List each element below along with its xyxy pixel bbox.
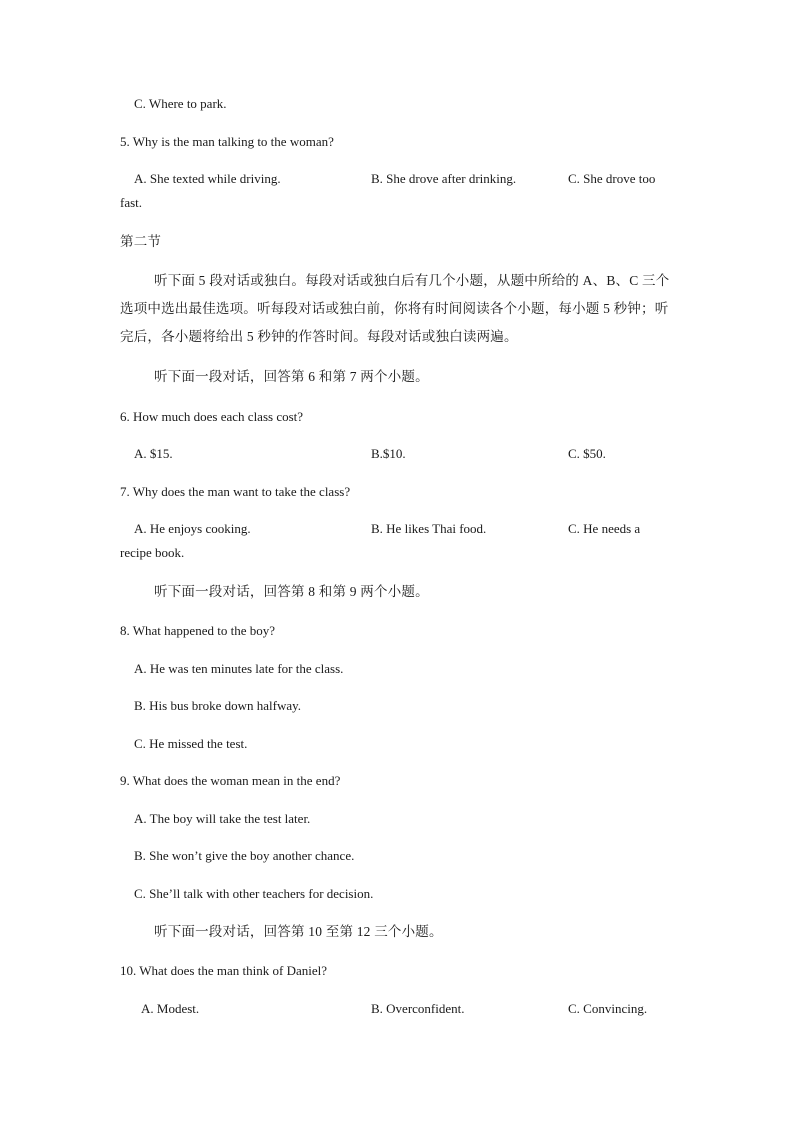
q9-option-c: C. She’ll talk with other teachers for decision. — [134, 886, 374, 901]
instructions-line-3: 完后，各小题将给出 5 秒钟的作答时间。每段对话或独白读两遍。 — [120, 329, 518, 344]
q9-option-b: B. She won’t give the boy another chance. — [134, 848, 355, 863]
q6-question: 6. How much does each class cost? — [120, 409, 304, 424]
dialogue-intro-10-12: 听下面一段对话，回答第 10 至第 12 三个小题。 — [154, 924, 443, 939]
section-heading: 第二节 — [120, 234, 162, 249]
q7-question: 7. Why does the man want to take the class? — [120, 484, 351, 499]
q5-question: 5. Why is the man talking to the woman? — [120, 134, 334, 149]
q6-option-c: C. $50. — [568, 446, 606, 461]
q10-question: 10. What does the man think of Daniel? — [120, 963, 327, 978]
q8-option-b: B. His bus broke down halfway. — [134, 698, 302, 713]
q9-question: 9. What does the woman mean in the end? — [120, 773, 341, 788]
q8-question: 8. What happened to the boy? — [120, 623, 275, 638]
q8-option-a: A. He was ten minutes late for the class. — [134, 661, 344, 676]
q8-option-c: C. He missed the test. — [134, 736, 248, 751]
q5-option-c: C. She drove too — [568, 171, 656, 186]
dialogue-intro-6-7: 听下面一段对话，回答第 6 和第 7 两个小题。 — [154, 369, 429, 384]
instructions-line-2: 选项中选出最佳选项。听每段对话或独白前，你将有时间阅读各个小题，每小题 5 秒钟；听 — [120, 301, 669, 316]
instructions-line-1: 听下面 5 段对话或独白。每段对话或独白后有几个小题，从题中所给的 A、B、C 三个 — [154, 273, 670, 288]
q5-option-b: B. She drove after drinking. — [371, 171, 517, 186]
q7-option-c: C. He needs a — [568, 521, 641, 536]
q6-option-a: A. $15. — [134, 446, 173, 461]
q10-option-c: C. Convincing. — [568, 1001, 648, 1016]
q7-option-a: A. He enjoys cooking. — [134, 521, 251, 536]
q6-option-b: B.$10. — [371, 446, 406, 461]
dialogue-intro-8-9: 听下面一段对话，回答第 8 和第 9 两个小题。 — [154, 584, 429, 599]
q7-option-c-continued: recipe book. — [120, 545, 185, 560]
q10-option-b: B. Overconfident. — [371, 1001, 465, 1016]
q4-option-c: C. Where to park. — [134, 96, 227, 111]
q5-option-c-continued: fast. — [120, 195, 143, 210]
q7-option-b: B. He likes Thai food. — [371, 521, 487, 536]
q5-option-a: A. She texted while driving. — [134, 171, 281, 186]
q10-option-a: A. Modest. — [141, 1001, 200, 1016]
q9-option-a: A. The boy will take the test later. — [134, 811, 311, 826]
